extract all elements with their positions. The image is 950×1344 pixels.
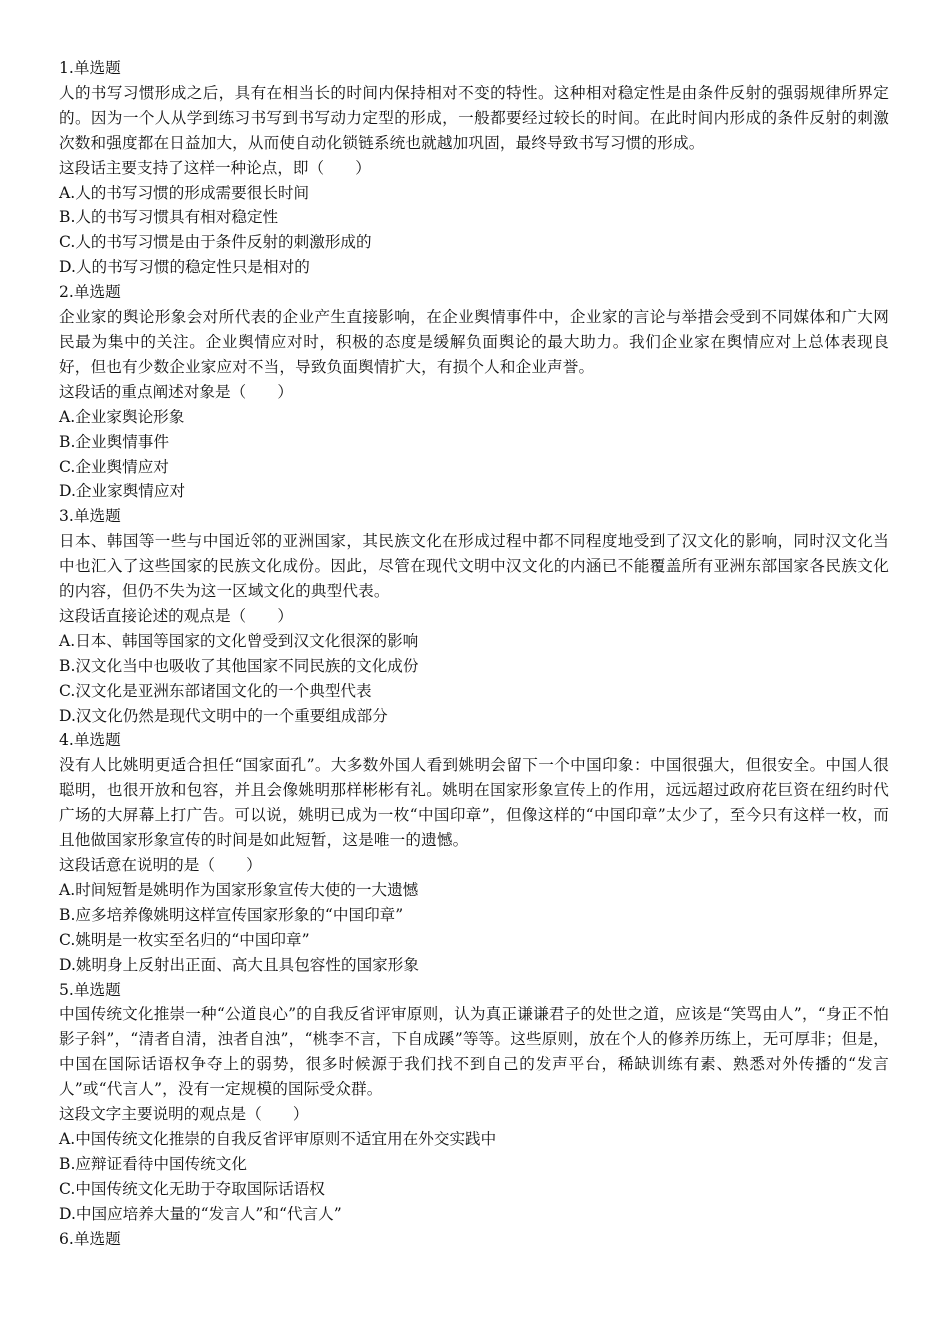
option-a: A.时间短暂是姚明作为国家形象宣传大使的一大遗憾 [59, 880, 419, 899]
option-c: C.中国传统文化无助于夺取国际话语权 [59, 1179, 325, 1198]
option-c: C.姚明是一枚实至名归的“中国印章” [59, 930, 310, 949]
question-prompt: 这段话直接论述的观点是（ ） [59, 606, 293, 625]
option-c: C.汉文化是亚洲东部诸国文化的一个典型代表 [59, 681, 372, 700]
option-c: C.人的书写习惯是由于条件反射的刺激形成的 [59, 233, 372, 252]
question-1 [59, 56, 889, 280]
option-a: A.中国传统文化推崇的自我反省评审原则不适宜用在外交实践中 [59, 1129, 497, 1148]
option-b: B.应辩证看待中国传统文化 [59, 1154, 247, 1173]
question-6 [59, 1227, 889, 1252]
question-header: 3.单选题 [59, 507, 121, 526]
option-d: D.姚明身上反射出正面、高大且具包容性的国家形象 [59, 955, 419, 974]
option-a: A.日本、韩国等国家的文化曾受到汉文化很深的影响 [59, 631, 419, 650]
option-b: B.汉文化当中也吸收了其他国家不同民族的文化成份 [59, 656, 419, 675]
option-c: C.企业舆情应对 [59, 457, 169, 476]
question-passage: 中国传统文化推崇一种“公道良心”的自我反省评审原则，认为真正谦谦君子的处世之道，应该是“笑骂由人”，“身正不怕影子斜”，“清者自清，浊者自浊”，“桃李不言，下自成蹊”等等。这些原则，放在个人的修养历练上，无可厚非；但是，中国在国际话语权争夺上的弱势，很多时候源于我们找不到自己的发声平台，稀缺训练有素、熟悉对外传播的“发言人”或“代言人”，没有一定规模的国际受众群。 [59, 1005, 889, 1099]
question-2 [59, 280, 889, 504]
question-prompt: 这段话的重点阐述对象是（ ） [59, 382, 293, 401]
question-header: 1.单选题 [59, 59, 121, 77]
question-passage: 日本、韩国等一些与中国近邻的亚洲国家，其民族文化在形成过程中都不同程度地受到了汉文化的影响，同时汉文化当中也汇入了这些国家的民族文化成份。因此，尽管在现代文明中汉文化的内涵已不能覆盖所有亚洲东部国家各民族文化的内容，但仍不失为这一区域文化的典型代表。 [59, 532, 889, 601]
option-d: D.中国应培养大量的“发言人”和“代言人” [59, 1204, 342, 1223]
question-5 [59, 978, 889, 1227]
question-header: 4.单选题 [59, 731, 121, 750]
question-header: 2.单选题 [59, 283, 121, 302]
question-header: 5.单选题 [59, 980, 121, 999]
question-prompt: 这段文字主要说明的观点是（ ） [59, 1105, 309, 1124]
exam-page [59, 56, 889, 1252]
question-header: 6.单选题 [59, 1229, 121, 1248]
option-b: B.应多培养像姚明这样宣传国家形象的“中国印章” [59, 905, 404, 924]
question-3 [59, 504, 889, 728]
option-b: B.人的书写习惯具有相对稳定性 [59, 208, 279, 227]
option-b: B.企业舆情事件 [59, 432, 169, 451]
option-d: D.企业家舆情应对 [59, 482, 186, 501]
question-4 [59, 728, 889, 977]
option-a: A.人的书写习惯的形成需要很长时间 [59, 183, 310, 202]
question-passage: 没有人比姚明更适合担任“国家面孔”。大多数外国人看到姚明会留下一个中国印象：中国很强大，但很安全。中国人很聪明，也很开放和包容，并且会像姚明那样彬彬有礼。姚明在国家形象宣传上的作用，远远超过政府花巨资在纽约时代广场的大屏幕上打广告。可以说，姚明已成为一枚“中国印章”，但像这样的“中国印章”太少了，至今只有这样一枚，而且他做国家形象宣传的时间是如此短暂，这是唯一的遗憾。 [59, 756, 889, 850]
question-passage: 人的书写习惯形成之后，具有在相当长的时间内保持相对不变的特性。这种相对稳定性是由条件反射的强弱规律所界定的。因为一个人从学到练习书写到书写动力定型的形成，一般都要经过较长的时间。在此时间内形成的条件反射的刺激次数和强度都在日益加大，从而使自动化锁链系统也就越加巩固，最终导致书写习惯的形成。 [59, 83, 889, 152]
option-d: D.汉文化仍然是现代文明中的一个重要组成部分 [59, 706, 388, 725]
option-a: A.企业家舆论形象 [59, 407, 185, 426]
question-passage: 企业家的舆论形象会对所代表的企业产生直接影响，在企业舆情事件中，企业家的言论与举措会受到不同媒体和广大网民最为集中的关注。企业舆情应对时，积极的态度是缓解负面舆论的最大助力。我们企业家在舆情应对上总体表现良好，但也有少数企业家应对不当，导致负面舆情扩大，有损个人和企业声誉。 [59, 308, 889, 376]
option-d: D.人的书写习惯的稳定性只是相对的 [59, 258, 310, 277]
question-prompt: 这段话主要支持了这样一种论点，即（ ） [59, 158, 371, 177]
question-prompt: 这段话意在说明的是（ ） [59, 856, 262, 874]
